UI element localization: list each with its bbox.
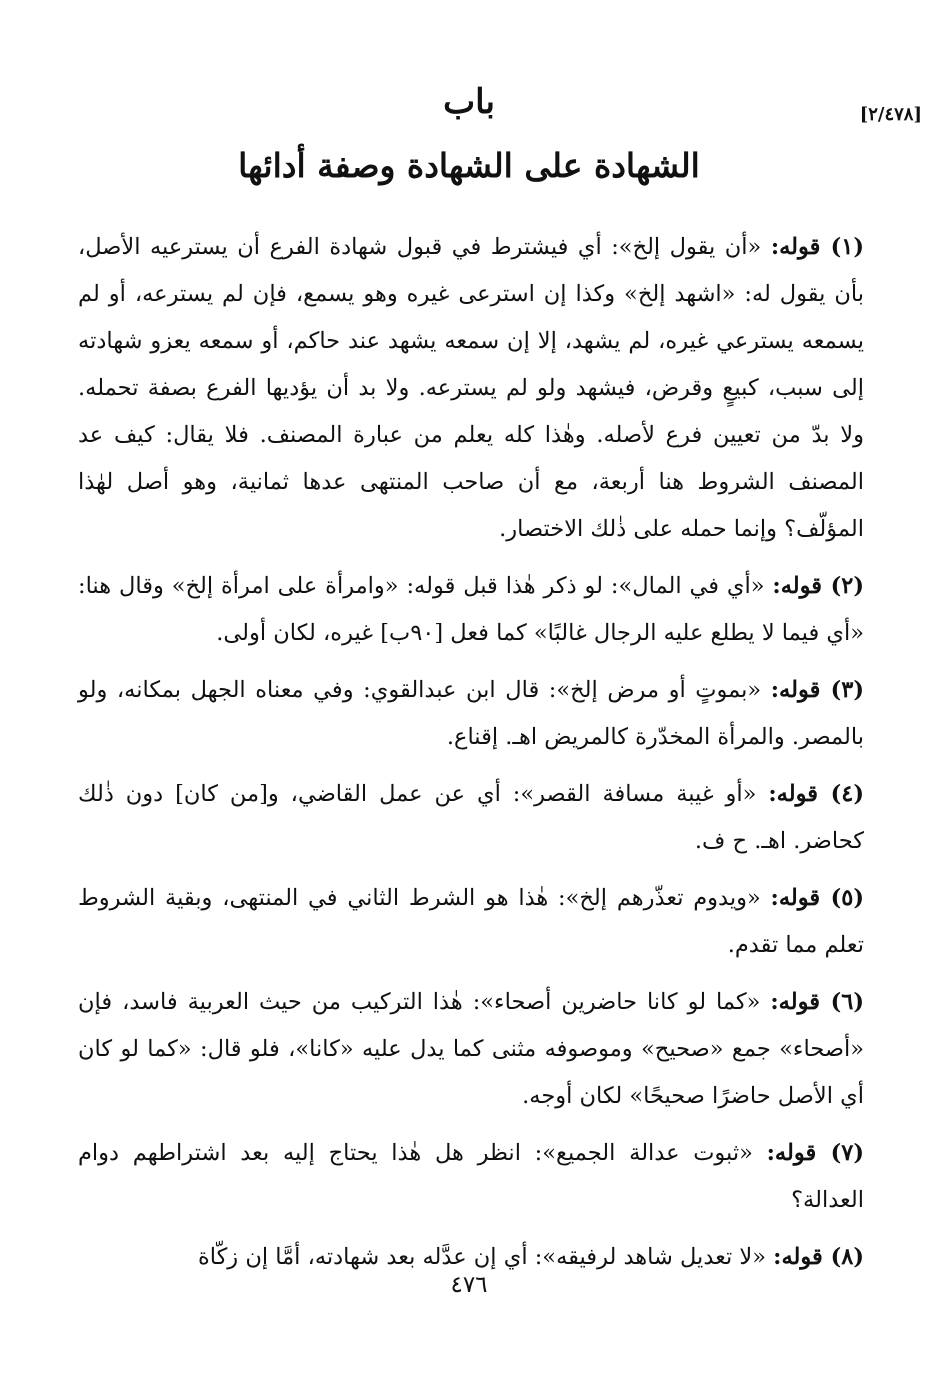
paragraph-text: «ويدوم تعذّرهم إلخ»: هٰذا هو الشرط الثاني في المنتهى، وبقية الشروط تعلم مما تقدم. <box>78 885 864 958</box>
paragraph-lead: (٦) قوله: <box>770 989 864 1015</box>
paragraph-text: «أو غيبة مسافة القصر»: أي عن عمل القاضي، و[من كان] دون ذٰلك كحاضر. اهـ. ح ف. <box>78 781 864 854</box>
commentary-paragraph-5 <box>78 875 864 969</box>
paragraph-lead: (٨) قوله: <box>773 1244 864 1270</box>
commentary-paragraph-3 <box>78 667 864 761</box>
paragraph-lead: (٢) قوله: <box>772 573 864 599</box>
paragraph-text: «أن يقول إلخ»: أي فيشترط في قبول شهادة الفرع أن يسترعيه الأصل، بأن يقول له: «اشهد إلخ» وكذا إن استرعى غيره وهو يسمع، فإن لم يسترعه، أو لم يسمعه يسترعي غيره، لم يشهد، إلا إن سمعه يشهد عند حاكم، أو سمعه يعزو شهادته إلى سبب، كبيعٍ وقرض، فيشهد ولو لم يسترعه. ولا بد أن يؤديها الفرع بصفة تحمله. ولا بدّ من تعيين فرع لأصله. وهٰذا كله يعلم من عبارة المصنف. فلا يقال: كيف عد المصنف الشروط هنا أربعة، مع أن صاحب المنتهى عدها ثمانية، وهو أصل لهٰذا المؤلّف؟ وإنما حمله على ذٰلك الاختصار. <box>78 234 864 542</box>
paragraph-lead: (٤) قوله: <box>768 781 864 807</box>
commentary-paragraph-6 <box>78 979 864 1120</box>
paragraph-text: «ثبوت عدالة الجميع»: انظر هل هٰذا يحتاج إليه بعد اشتراطهم دوام العدالة؟ <box>78 1140 864 1213</box>
paragraph-lead: (٧) قوله: <box>766 1140 864 1166</box>
commentary-paragraph-4 <box>78 771 864 865</box>
commentary-paragraph-7 <box>78 1130 864 1224</box>
margin-reference: [٢/٤٧٨] <box>859 104 922 125</box>
paragraph-lead: (٥) قوله: <box>770 885 864 911</box>
chapter-title: الشهادة على الشهادة وصفة أدائها <box>238 146 700 185</box>
paragraph-text: «بموتٍ أو مرض إلخ»: قال ابن عبدالقوي: وفي معناه الجهل بمكانه، ولو بالمصر. والمرأة المخدّرة كالمريض اهـ. إقناع. <box>78 677 864 750</box>
commentary-body <box>78 224 864 1291</box>
commentary-paragraph-1 <box>78 224 864 553</box>
page-number: ٤٧٦ <box>450 1272 488 1298</box>
paragraph-lead: (١) قوله: <box>770 234 864 260</box>
chapter-label: باب <box>443 82 495 122</box>
paragraph-lead: (٣) قوله: <box>770 677 864 703</box>
paragraph-text: «لا تعديل شاهد لرفيقه»: أي إن عدَّله بعد شهادته، أمَّا إن زكّاة <box>197 1244 774 1270</box>
commentary-paragraph-2 <box>78 563 864 657</box>
paragraph-text: «كما لو كانا حاضرين أصحاء»: هٰذا التركيب من حيث العربية فاسد، فإن «أصحاء» جمع «صحيح» وموصوفه مثنى كما يدل عليه «كانا»، فلو قال: «كما لو كان أي الأصل حاضرًا صحيحًا» لكان أوجه. <box>78 989 864 1109</box>
paragraph-text: «أي في المال»: لو ذكر هٰذا قبل قوله: «وامرأة على امرأة إلخ» وقال هنا: «أي فيما لا يطلع عليه الرجال غالبًا» كما فعل [٩٠ب] غيره، لكان أولى. <box>78 573 864 646</box>
